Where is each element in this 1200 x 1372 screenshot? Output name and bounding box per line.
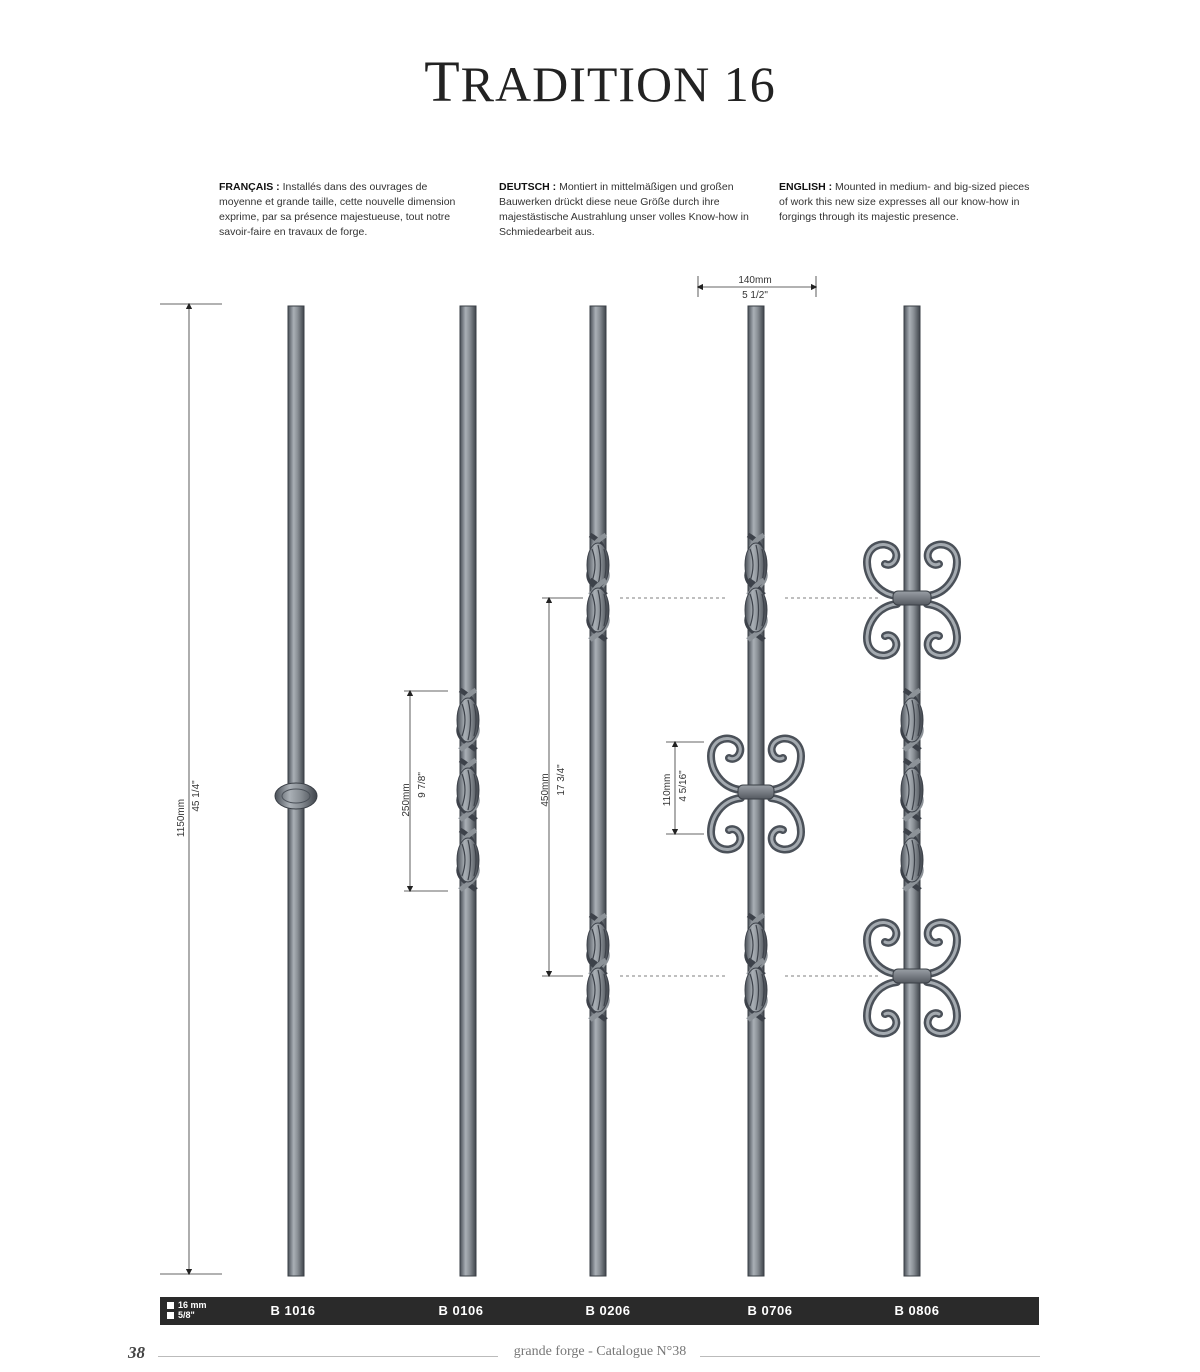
scroll-in-label: 4 5/16": [678, 770, 689, 802]
baluster-b0206: [587, 306, 609, 1276]
page-number: 38: [128, 1343, 145, 1362]
scroll-dimension: [662, 742, 704, 834]
product-code: B 0706: [747, 1303, 793, 1318]
product-code: B 0806: [894, 1303, 940, 1318]
product-code-bar: [160, 1297, 1039, 1325]
product-code: B 0106: [438, 1303, 484, 1318]
height-in-label: 45 1/4": [191, 780, 202, 812]
width-mm-label: 140mm: [738, 275, 772, 286]
width-dimension: [698, 275, 816, 301]
scroll-mm-label: 110mm: [662, 773, 673, 807]
footer-catalogue-text: grande forge - Catalogue N°38: [513, 1344, 687, 1359]
baluster-b0806: [867, 306, 957, 1276]
product-code: B 0206: [585, 1303, 631, 1318]
description-de: DEUTSCH : Montiert in mittelmäßigen und großen Bauwerken drückt diese neue Größe durch ihre majestästische Austrahlung unser volles Know-how in Schmiedearbeit aus.: [499, 181, 749, 238]
section-size: 16 mm 5/8": [167, 1300, 207, 1320]
width-in-label: 5 1/2": [742, 290, 768, 301]
square-section-icon: [167, 1302, 174, 1309]
product-code: B 1016: [270, 1303, 316, 1318]
twist-in-label: 9 7/8": [417, 772, 428, 798]
baluster-b1016: [275, 306, 317, 1276]
baluster-b0106: [457, 306, 479, 1276]
spacing-in-label: 17 3/4": [556, 764, 567, 796]
spacing-mm-label: 450mm: [540, 773, 551, 807]
twist-mm-label: 250mm: [401, 783, 412, 817]
square-section-icon: [167, 1312, 174, 1319]
page-title: TRADITION 16: [424, 49, 776, 114]
description-en: ENGLISH : Mounted in medium- and big-sized pieces of work this new size expresses all our know-how in forgings through its majestic presence.: [779, 181, 1030, 223]
height-dimension: [160, 304, 222, 1274]
height-mm-label: 1150mm: [176, 798, 187, 838]
description-fr: FRANÇAIS : Installés dans des ouvrages de moyenne et grande taille, cette nouvelle dimension exprime, par sa présence majestueuse, tout notre savoir-faire en travaux de forge.: [219, 181, 456, 238]
twist-dimension: [401, 691, 448, 891]
baluster-b0706: [711, 306, 801, 1276]
